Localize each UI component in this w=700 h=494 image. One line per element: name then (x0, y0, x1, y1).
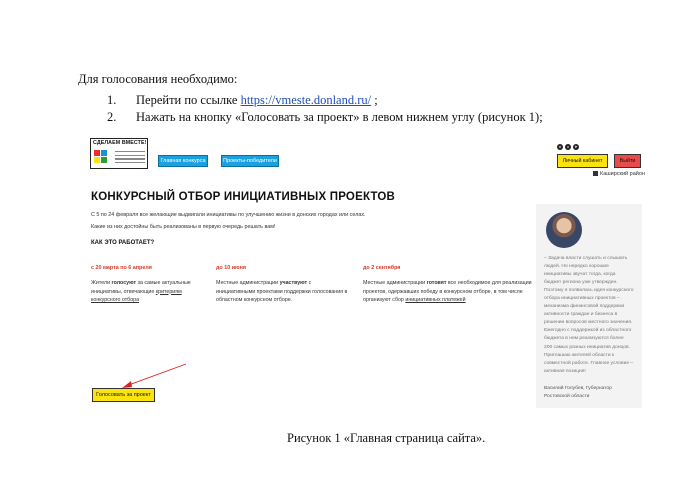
vote-button[interactable]: Голосовать за проект (92, 388, 155, 402)
step-number: 1. (107, 93, 117, 107)
quote-author: Василий Голубев, Губернатор Ростовской области (544, 386, 612, 399)
quote-text: – Задача власти слушать и слышать людей. Но нередко хорошие инициативы звучат тогда, когда бюджет региона уже утвержден. Поэтому я появилась идея конкурсного отбора инициативных проектов – механизма финансовой поддержки активности граждан и бизнеса в решении вопросов местного значения. Ежегодно с поддержкой из областного бюджета в нем реализуются более 200 самых разных инициатив донцов. Приглашаю жителей области к совместной работе. Главное условие – активная позиция! (544, 256, 634, 374)
cabinet-button[interactable]: Личный кабинет (557, 154, 608, 168)
step-text: Нажать на кнопку «Голосовать за проект» в левом нижнем углу (рисунок 1); (136, 110, 543, 124)
stage-date: с 20 марта по 6 апреля (91, 265, 152, 271)
step-number: 2. (107, 110, 117, 124)
nav-winners-button[interactable]: Проекты-победители (221, 155, 279, 167)
stage-column: до 2 сентября Местные администрации готовят все необходимое для реализации проектов, одержавших победу в конкурсном отборе, в том числе организуют сбор инициативных платежей (363, 265, 532, 303)
stage-column: до 10 июня Местные администрации участвуют с инициативными проектами поддержки голосования в областном конкурсном отборе. (216, 265, 366, 305)
site-link[interactable]: https://vmeste.donland.ru/ (240, 93, 372, 107)
description-line-1: С 5 по 24 февраля все желающие выдвигали инициативы по улучшению жизни в донских городах или селах. (91, 212, 366, 218)
figure-caption: Рисунок 1 «Главная страница сайта». (287, 431, 486, 445)
ok-icon[interactable]: о (566, 144, 570, 149)
site-screenshot (88, 134, 644, 408)
stage-date: до 10 июня (216, 265, 247, 271)
logo-text: СДЕЛАЕМ ВМЕСТЕ! (93, 140, 147, 146)
exit-button[interactable]: Выйти (614, 154, 641, 168)
location-label: Каширский район (600, 171, 645, 177)
description-line-2: Какие из них достойны быть реализованы в первую очередь решать вам! (91, 224, 276, 230)
vk-icon[interactable]: в (558, 144, 562, 149)
stage-date: до 2 сентября (363, 265, 401, 271)
page-title: КОНКУРСНЫЙ ОТБОР ИНИЦИАТИВНЫХ ПРОЕКТОВ (91, 191, 396, 203)
step-text: Перейти по ссылке (136, 93, 241, 107)
how-heading: КАК ЭТО РАБОТАЕТ? (91, 240, 155, 246)
criteria-link[interactable]: критериям (155, 288, 182, 295)
stage-column: с 20 марта по 6 апреля Жители голосуют за самые актуальные инициативы, отвечающие критериям конкурсного отбора (91, 265, 241, 305)
payments-link[interactable]: инициативных платежей (405, 297, 466, 303)
nav-main-button[interactable]: Главная конкурса (158, 155, 208, 167)
intro-text: Для голосования необходимо: (78, 72, 238, 86)
criteria-link-cont[interactable]: конкурсного отбора (91, 297, 140, 303)
annotation-arrow (88, 134, 644, 408)
step-suffix: ; (371, 93, 378, 107)
telegram-icon[interactable]: ➤ (574, 144, 578, 149)
